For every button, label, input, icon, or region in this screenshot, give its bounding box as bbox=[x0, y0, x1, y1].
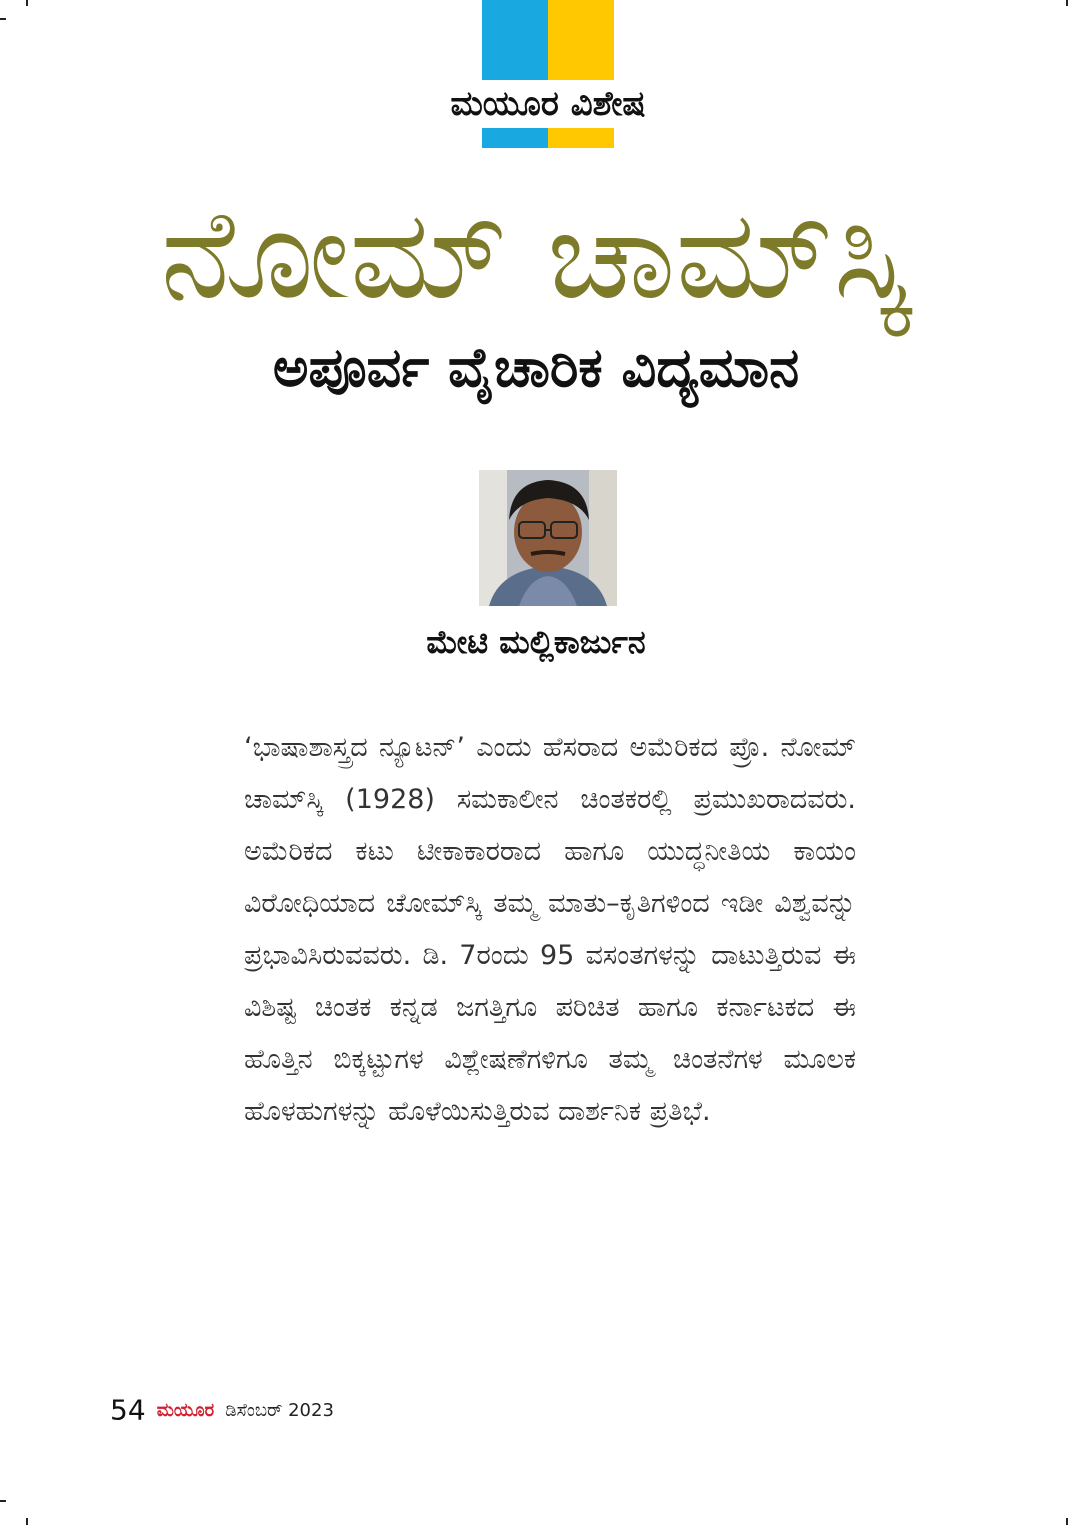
crop-mark bbox=[0, 1500, 6, 1502]
crop-mark bbox=[26, 1518, 28, 1525]
page-number: 54 bbox=[110, 1393, 146, 1427]
article-intro-paragraph: ‘ಭಾಷಾಶಾಸ್ತ್ರದ ನ್ಯೂಟನ್’ ಎಂದು ಹೆಸರಾದ ಅಮೆರಿಕದ ಪ್ರೊ. ನೋಮ್ ಚಾಮ್‌ಸ್ಕಿ (1928) ಸಮಕಾಲೀನ ಚಿಂತಕರಲ್ಲಿ ಪ್ರಮುಖರಾದವರು. ಅಮೆರಿಕದ ಕಟು ಟೀಕಾಕಾರರಾದ ಹಾಗೂ ಯುದ್ಧನೀತಿಯ ಕಾಯಂ ವಿರೋಧಿಯಾದ ಚೋಮ್‌ಸ್ಕಿ ತಮ್ಮ ಮಾತು–ಕೃತಿಗಳಿಂದ ಇಡೀ ವಿಶ್ವವನ್ನು ಪ್ರಭಾವಿಸಿರುವವರು. ಡಿ. 7ರಂದು 95 ವಸಂತಗಳನ್ನು ದಾಟುತ್ತಿರುವ ಈ ವಿಶಿಷ್ಟ ಚಿಂತಕ ಕನ್ನಡ ಜಗತ್ತಿಗೂ ಪರಿಚಿತ ಹಾಗೂ ಕರ್ನಾಟಕದ ಈ ಹೊತ್ತಿನ ಬಿಕ್ಕಟ್ಟುಗಳ ವಿಶ್ಲೇಷಣೆಗಳಿಗೂ ತಮ್ಮ ಚಿಂತನೆಗಳ ಮೂಲಕ ಹೊಳಹುಗಳನ್ನು ಹೊಳೆಯಿಸುತ್ತಿರುವ ದಾರ್ಶನಿಕ ಪ್ರತಿಭೆ. bbox=[244, 732, 856, 1127]
crop-mark bbox=[1066, 1518, 1068, 1525]
crop-mark bbox=[1066, 0, 1068, 6]
author-name: ಮೇಟಿ ಮಲ್ಲಿಕಾರ್ಜುನ bbox=[426, 623, 646, 661]
section-label: ಮಯೂರ ವಿಶೇಷ bbox=[362, 80, 734, 128]
magazine-logo: ಮಯೂರ bbox=[156, 1399, 215, 1421]
badge-yellow-bar bbox=[548, 128, 614, 148]
crop-mark bbox=[26, 0, 28, 6]
article-subtitle: ಅಪೂರ್ವ ವೈಚಾರಿಕ ವಿದ್ಯಮಾನ bbox=[272, 336, 800, 399]
issue-date: ಡಿಸೆಂಬರ್ 2023 bbox=[225, 1399, 334, 1421]
author-photo bbox=[479, 470, 617, 606]
article-title: ನೋಮ್ ಚಾಮ್‌ಸ್ಕಿ bbox=[160, 183, 912, 327]
crop-mark bbox=[0, 18, 6, 20]
badge-blue-bar bbox=[482, 128, 548, 148]
badge-blue-block bbox=[482, 0, 548, 80]
author-portrait-illustration bbox=[479, 470, 617, 606]
page-footer bbox=[110, 1390, 334, 1430]
section-badge bbox=[450, 0, 646, 148]
badge-yellow-block bbox=[548, 0, 614, 80]
